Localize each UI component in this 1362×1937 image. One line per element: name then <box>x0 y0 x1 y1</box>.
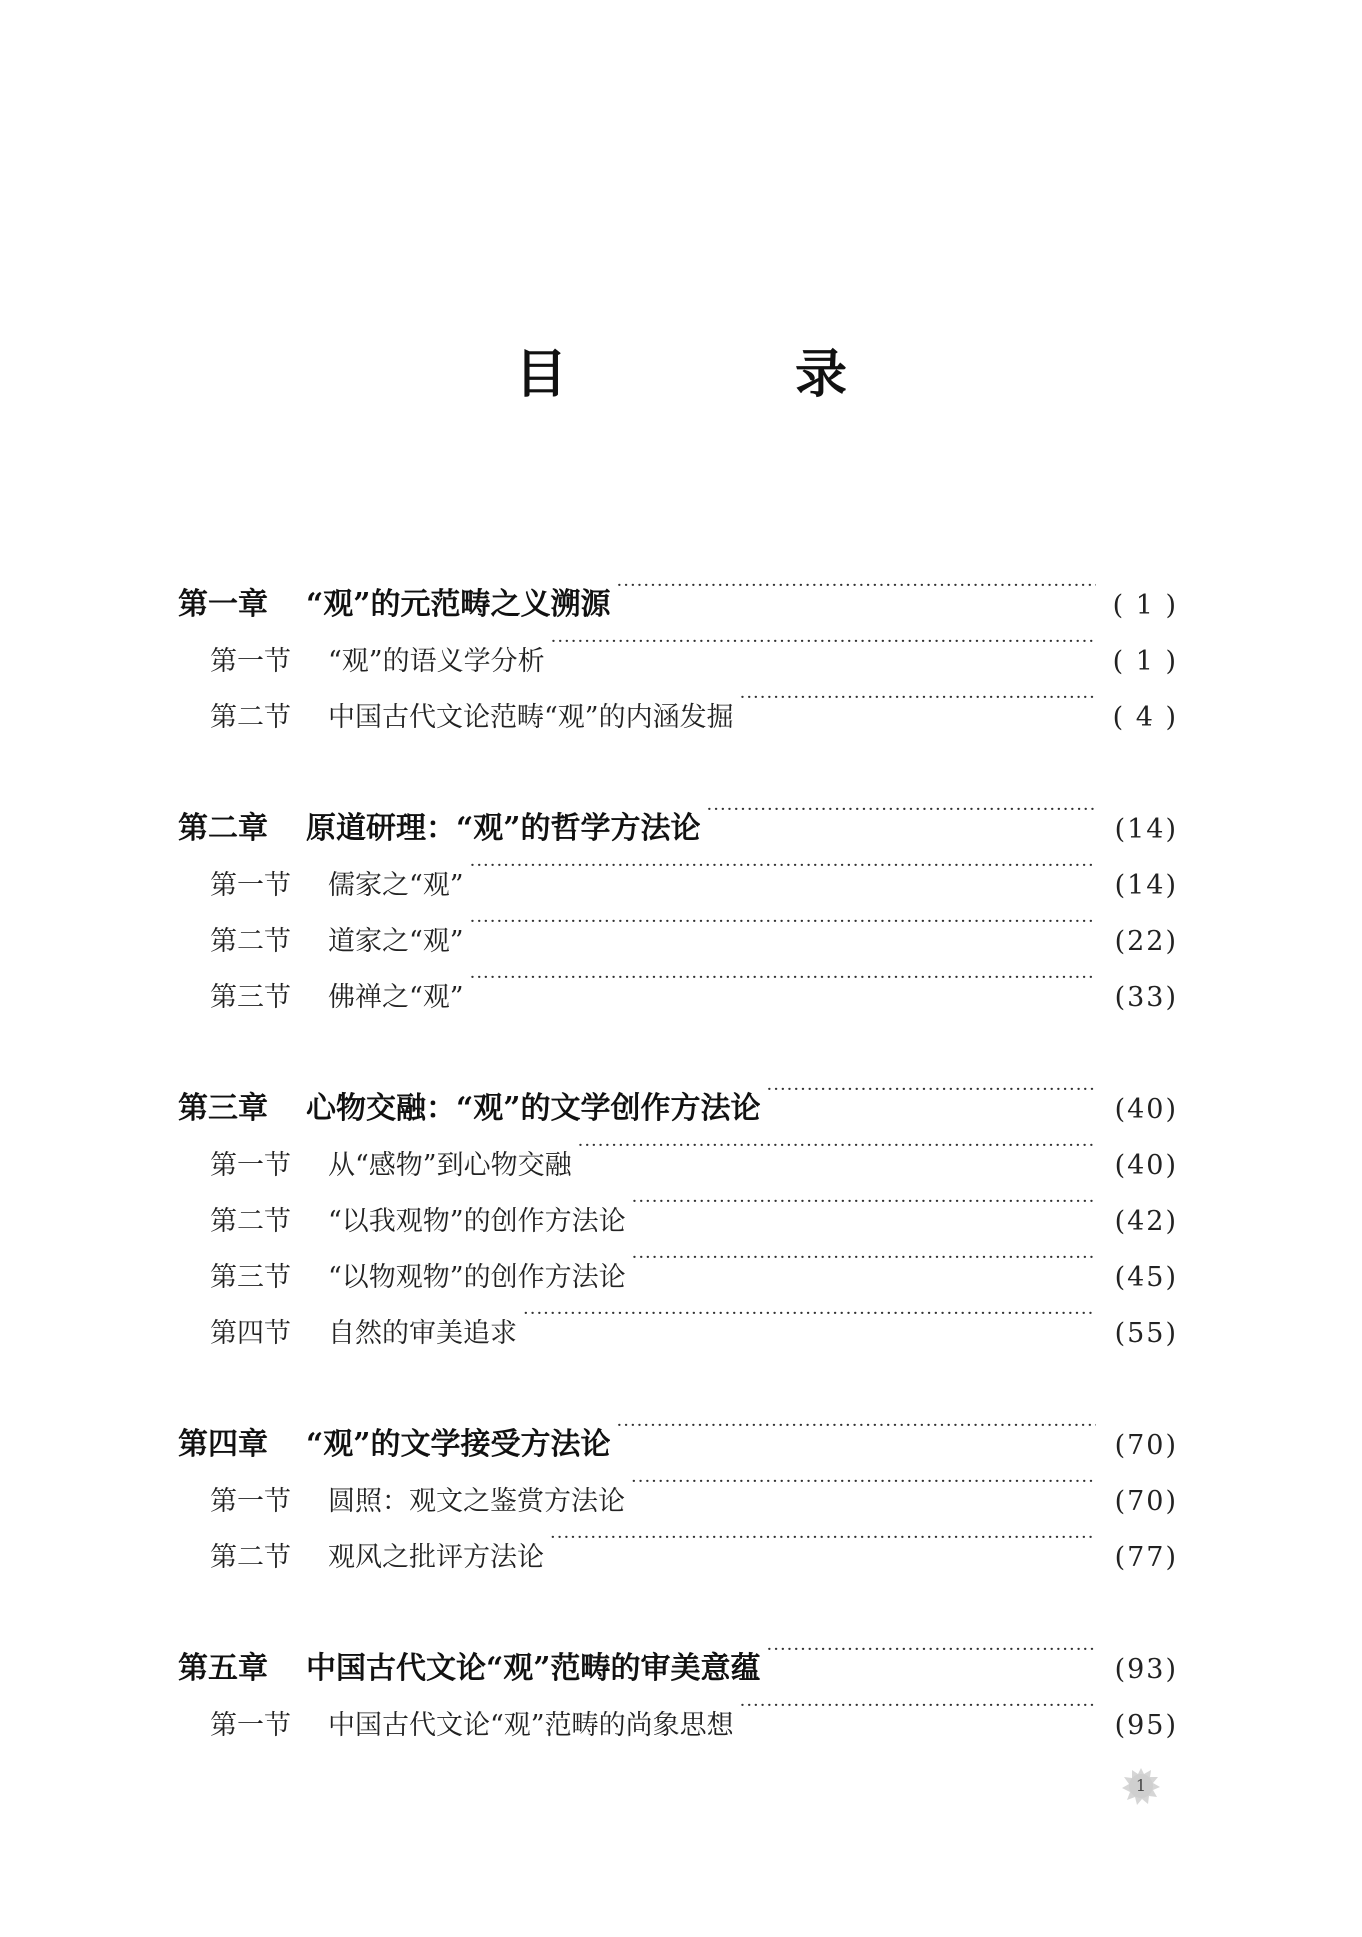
dot-leader <box>767 1062 1096 1118</box>
page-number: (14) <box>1114 870 1178 901</box>
page-number: ( 4 ) <box>1112 702 1178 733</box>
page-number: (14) <box>1114 814 1178 845</box>
section-title: 中国古代文论范畴“观”的内涵发掘 <box>328 702 734 733</box>
dot-leader <box>632 1174 1096 1230</box>
section-title: 观风之批评方法论 <box>328 1542 544 1573</box>
chapter-label: 第三章 <box>178 1091 268 1126</box>
section-label: 第一节 <box>210 1710 291 1741</box>
chapter-row[interactable] <box>178 558 1178 622</box>
section-label: 第一节 <box>210 1486 291 1517</box>
dot-leader <box>470 838 1096 894</box>
section-title: 佛禅之“观” <box>328 982 464 1013</box>
dot-leader <box>523 1286 1096 1342</box>
chapter-label: 第四章 <box>178 1427 268 1462</box>
page-number: (42) <box>1114 1206 1178 1237</box>
section-label: 第二节 <box>210 702 291 733</box>
chapter-title: “观”的文学接受方法论 <box>306 1427 611 1462</box>
chapter-5 <box>178 1622 1178 1741</box>
page-number: ( 1 ) <box>1112 646 1178 677</box>
chapter-row[interactable] <box>178 1622 1178 1686</box>
dot-leader <box>617 1398 1096 1454</box>
page-title: 目 录 <box>514 344 935 405</box>
section-title: 从“感物”到心物交融 <box>328 1150 572 1181</box>
page-number: (70) <box>1114 1430 1178 1461</box>
section-label: 第一节 <box>210 1150 291 1181</box>
page-folio-number: 1 <box>1135 1776 1147 1795</box>
section-label: 第二节 <box>210 926 291 957</box>
section-label: 第二节 <box>210 1542 291 1573</box>
dot-leader <box>740 670 1096 726</box>
dot-leader <box>707 782 1096 838</box>
chapter-3 <box>178 1062 1178 1349</box>
dot-leader <box>551 614 1096 670</box>
page-number: (33) <box>1114 982 1178 1013</box>
section-title: 圆照：观文之鉴赏方法论 <box>328 1486 625 1517</box>
chapter-1 <box>178 558 1178 733</box>
dot-leader <box>550 1510 1096 1566</box>
section-title: “以物观物”的创作方法论 <box>328 1262 626 1293</box>
page-number: ( 1 ) <box>1112 590 1178 621</box>
page-number: (95) <box>1114 1710 1178 1741</box>
section-title: “以我观物”的创作方法论 <box>328 1206 626 1237</box>
dot-leader <box>740 1678 1096 1734</box>
chapter-title: 心物交融：“观”的文学创作方法论 <box>306 1091 761 1126</box>
section-label: 第三节 <box>210 1262 291 1293</box>
section-title: 中国古代文论“观”范畴的尚象思想 <box>328 1710 734 1741</box>
chapter-title: “观”的元范畴之义溯源 <box>306 587 611 622</box>
dot-leader <box>632 1230 1096 1286</box>
page-number: (45) <box>1114 1262 1178 1293</box>
folio-badge <box>1120 1765 1162 1807</box>
dot-leader <box>470 950 1096 1006</box>
chapter-row[interactable] <box>178 1062 1178 1126</box>
chapter-title: 中国古代文论“观”范畴的审美意蕴 <box>306 1651 761 1686</box>
dot-leader <box>617 558 1096 614</box>
dot-leader <box>470 894 1096 950</box>
chapter-label: 第一章 <box>178 587 268 622</box>
chapter-title: 原道研理：“观”的哲学方法论 <box>306 811 701 846</box>
section-label: 第一节 <box>210 646 291 677</box>
chapter-row[interactable] <box>178 1398 1178 1462</box>
page-number: (22) <box>1114 926 1178 957</box>
section-title: 自然的审美追求 <box>328 1318 517 1349</box>
section-title: 儒家之“观” <box>328 870 464 901</box>
section-label: 第三节 <box>210 982 291 1013</box>
chapter-2 <box>178 782 1178 1013</box>
table-of-contents <box>178 558 1178 1790</box>
section-label: 第二节 <box>210 1206 291 1237</box>
page-number: (93) <box>1114 1654 1178 1685</box>
chapter-4 <box>178 1398 1178 1573</box>
dot-leader <box>631 1454 1096 1510</box>
page-number: (55) <box>1114 1318 1178 1349</box>
section-title: 道家之“观” <box>328 926 464 957</box>
section-title: “观”的语义学分析 <box>328 646 545 677</box>
dot-leader <box>767 1622 1096 1678</box>
section-label: 第四节 <box>210 1318 291 1349</box>
chapter-label: 第五章 <box>178 1651 268 1686</box>
chapter-row[interactable] <box>178 782 1178 846</box>
page-number: (77) <box>1114 1542 1178 1573</box>
page-number: (40) <box>1114 1094 1178 1125</box>
page-number: (70) <box>1114 1486 1178 1517</box>
section-label: 第一节 <box>210 870 291 901</box>
chapter-label: 第二章 <box>178 811 268 846</box>
dot-leader <box>578 1118 1096 1174</box>
page-number: (40) <box>1114 1150 1178 1181</box>
